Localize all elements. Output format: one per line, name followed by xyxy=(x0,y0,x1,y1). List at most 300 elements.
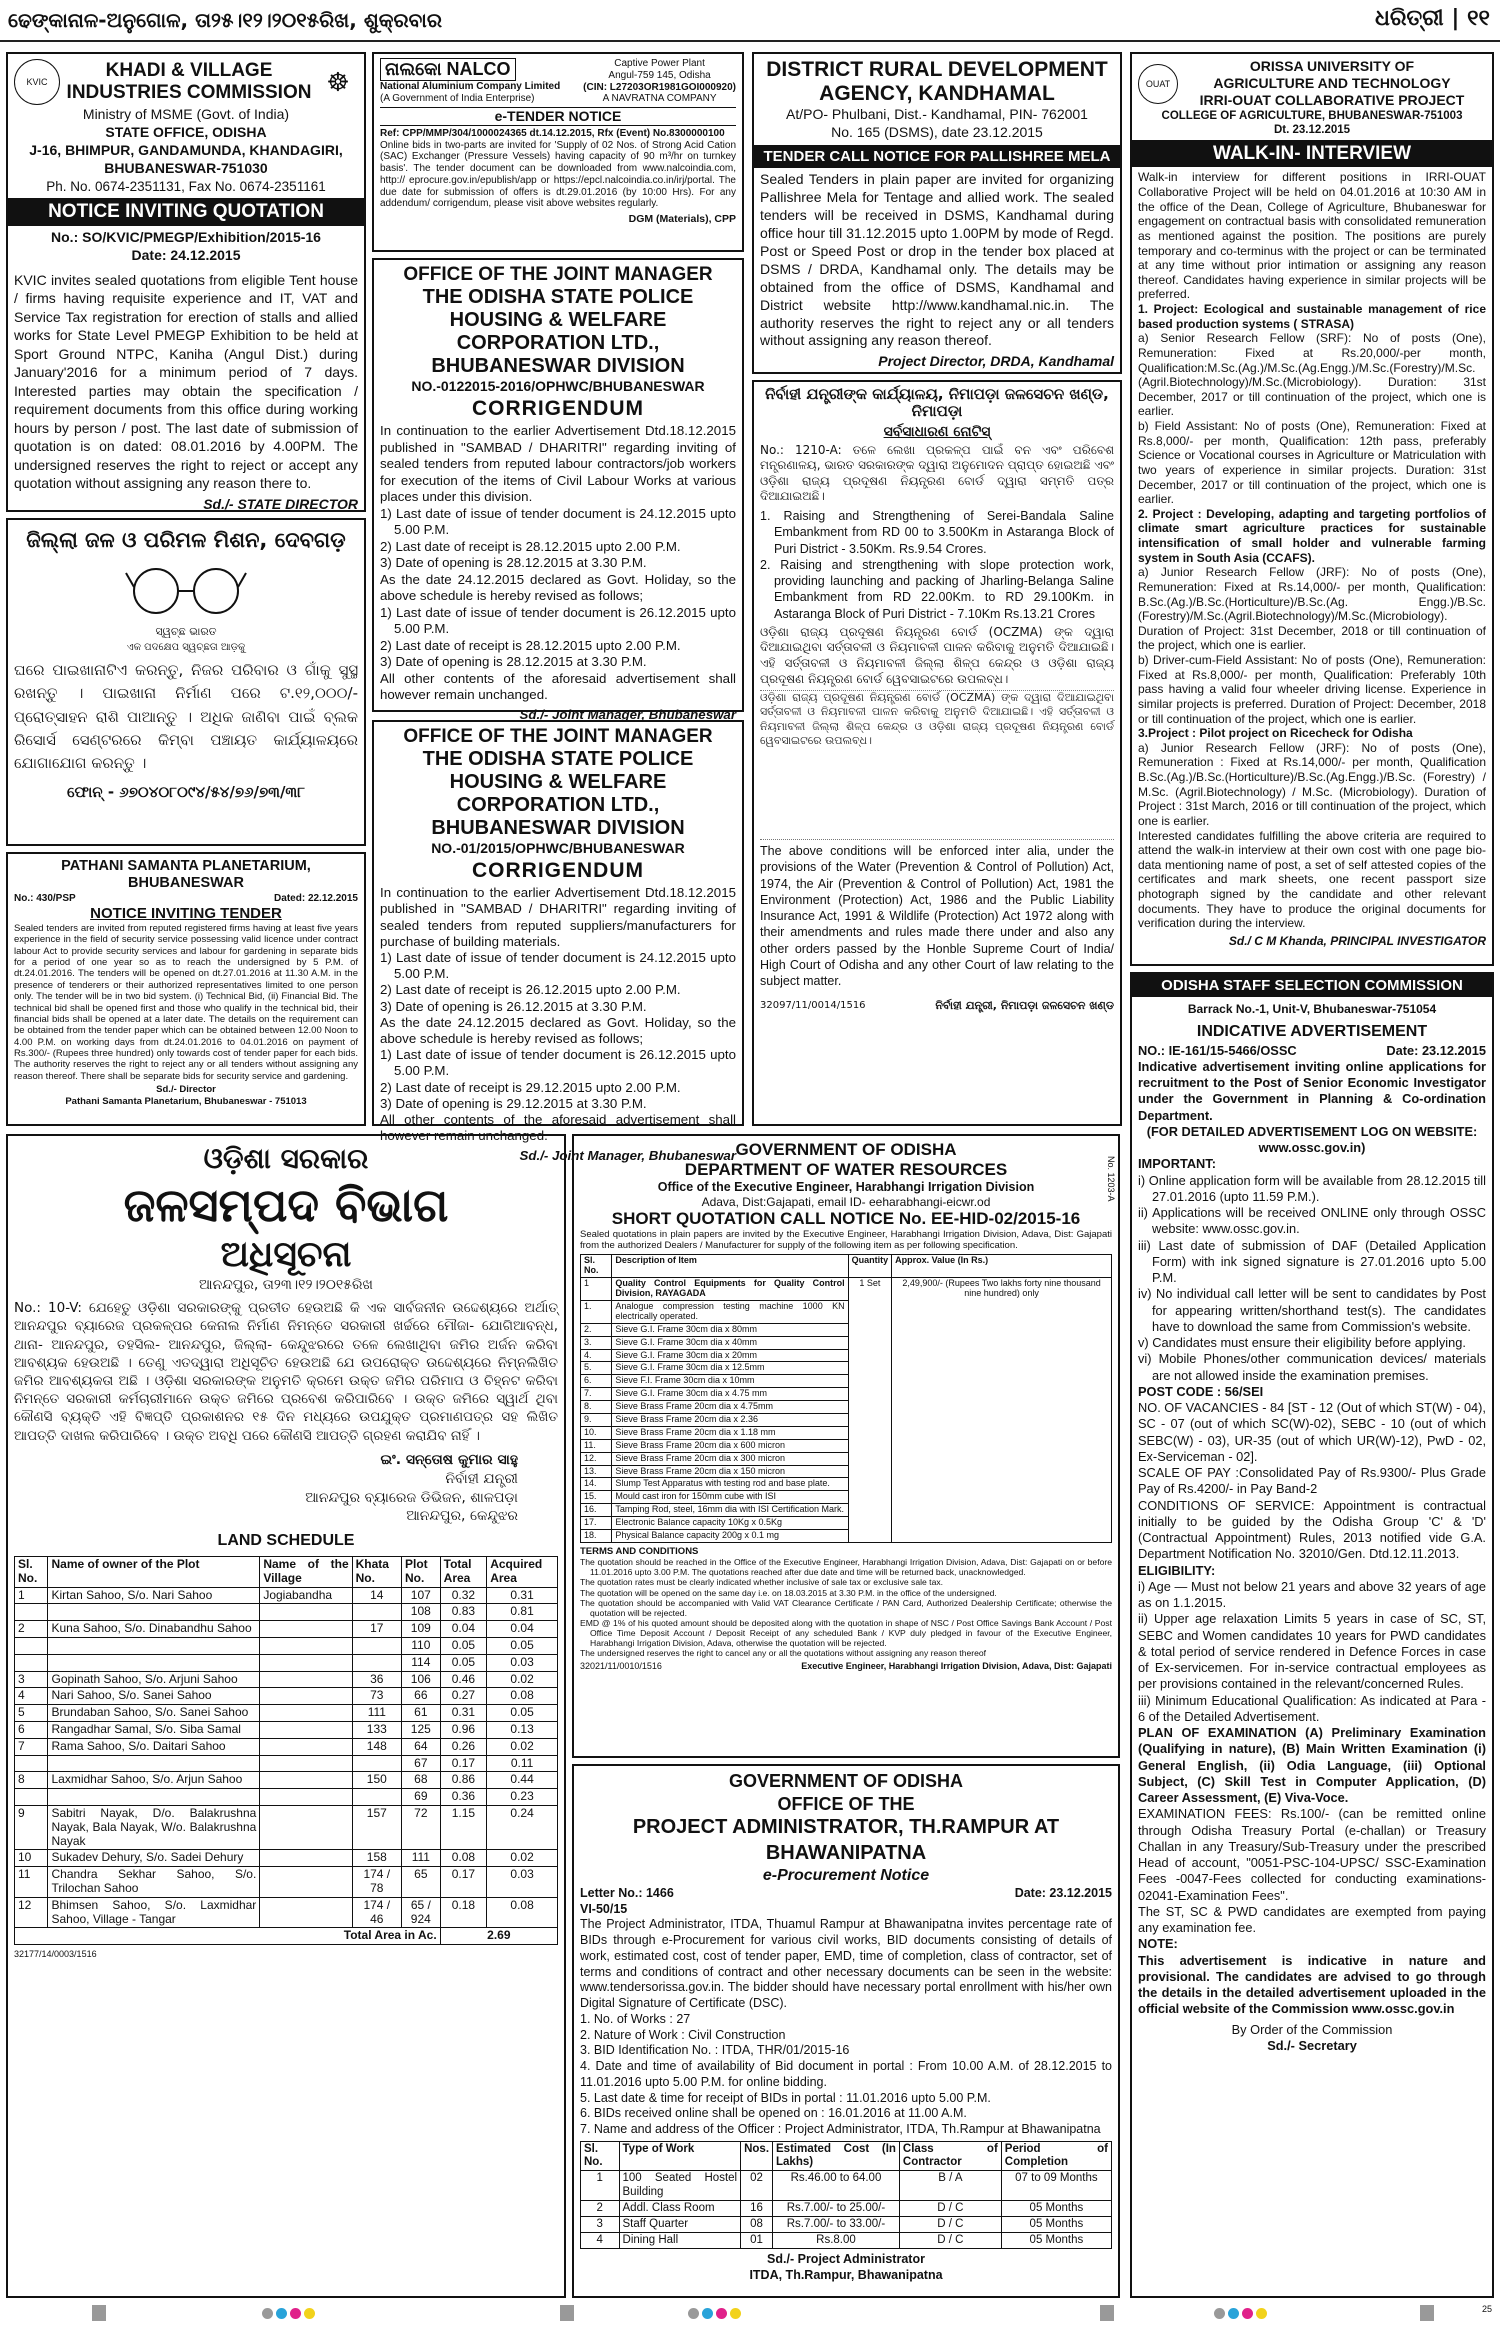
nalco-enterprise: (A Government of India Enterprise) xyxy=(380,93,535,105)
water-item-no: 2. xyxy=(581,1323,612,1336)
itda-list-item: 5. Last date & time for receipt of BIDs in portal : 11.01.2016 upto 5.00 P.M. xyxy=(580,2090,991,2105)
land-row xyxy=(15,1867,558,1898)
jalasampada-sig-name: ଇଂ. ସନ୍ତୋଷ କୁମାର ସାହୁ xyxy=(380,1451,518,1468)
water-item-no: 1. xyxy=(581,1301,612,1324)
land-cell xyxy=(260,1637,352,1654)
itda-cell: 01 xyxy=(741,2233,773,2249)
land-cell: 0.08 xyxy=(487,1688,558,1705)
water-item-no: 9. xyxy=(581,1414,612,1427)
itda-list-item: 7. Name and address of the Officer : Project Administrator, ITDA, Th.Rampur at Bhawanipatna xyxy=(580,2122,1101,2137)
water-col-header: Sl. No. xyxy=(581,1255,612,1278)
itda-list-item: 4. Date and time of availability of Bid document in portal : From 10.00 A.M. of 28.12.2015 to 11.01.2016 upto 5.00 P.M. for online bidding. xyxy=(580,2059,1112,2089)
water-item-desc: Mould cast iron for 150mm cube with ISI xyxy=(612,1491,848,1504)
water-col-header: Quantity xyxy=(848,1255,892,1278)
water-item-desc: Analogue compression testing machine 1000 KN electrically operated. xyxy=(612,1301,848,1324)
land-col-header: Acquired Area xyxy=(487,1556,558,1587)
ossc-plan: PLAN OF EXAMINATION (A) Preliminary Examination (Qualifying in nature), (B) Main Written Examination (i) General English, (ii) Odia Language, (iii) Optional Subject, (C) Skill Test in Computer Application, (D) Career Assessment, (E) Viva-Voce. xyxy=(1138,1725,1486,1806)
water-group-title: Quality Control Equipments for Quality Control Division, RAYAGADA xyxy=(612,1278,848,1301)
land-cell: 111 xyxy=(352,1705,401,1722)
jala-ad xyxy=(6,518,366,846)
itda-cell: 4 xyxy=(581,2233,620,2249)
itda-cell: Rs.7.00/- to 25.00/- xyxy=(773,2200,900,2216)
nalco-signature: DGM (Materials), CPP xyxy=(628,213,736,226)
land-cell xyxy=(260,1654,352,1671)
police1-corp-1: THE ODISHA STATE POLICE HOUSING & WELFARE xyxy=(422,285,694,331)
water-item-no: 8. xyxy=(581,1401,612,1414)
water-item-desc: Sieve G.I. Frame 30cm dia x 40mm xyxy=(612,1336,848,1349)
land-cell: 0.32 xyxy=(440,1587,487,1604)
registration-dot xyxy=(304,2308,315,2319)
police2-signature: Sd./- Joint Manager, Bhubaneswar xyxy=(519,1147,736,1163)
land-cell: Rangadhar Samal, S/o. Siba Samal xyxy=(48,1721,260,1738)
water-col-header: Approx. Value (In Rs.) xyxy=(892,1255,1112,1278)
ossc-relaxation: ii) Upper age relaxation Limits 5 years in case of SC, ST, SEBC and Women candidates 10 years for PWD candidates & total period of service rendered in Defence Forces in case of Ex-servicemen. For in-service contractual employees as per provisions contained in the relevant/concerned Rules. xyxy=(1138,1611,1486,1692)
land-cell: 0.27 xyxy=(440,1688,487,1705)
land-cell: 110 xyxy=(401,1637,440,1654)
ossc-important-item: ii) Applications will be received ONLINE only through OSSC website: www.ossc.gov.in. xyxy=(1138,1205,1486,1237)
jalasampada-govt: ଓଡ଼ିଶା ସରକାର xyxy=(203,1142,369,1175)
land-cell: 0.04 xyxy=(487,1621,558,1638)
land-cell: Sabitri Nayak, D/o. Balakrushna Nayak, Bala Nayak, W/o. Balakrushna Nayak xyxy=(48,1805,260,1849)
water-items-table xyxy=(580,1254,1112,1542)
land-cell: 0.02 xyxy=(487,1850,558,1867)
water-item-no: 18. xyxy=(581,1530,612,1543)
land-cell: Kirtan Sahoo, S/o. Nari Sahoo xyxy=(48,1587,260,1604)
planetarium-no: No.: 430/PSP xyxy=(14,892,76,904)
itda-col-header: Estimated Cost (In Lakhs) xyxy=(773,2141,900,2170)
itda-list-item: 1. No. of Works : 27 xyxy=(580,2011,691,2026)
land-cell: 0.02 xyxy=(487,1671,558,1688)
registration-bar xyxy=(1100,2305,1114,2321)
water-item-desc: Physical Balance capacity 200g x 0.1 mg xyxy=(612,1530,848,1543)
land-cell xyxy=(15,1637,48,1654)
itda-works-table xyxy=(580,2141,1112,2250)
land-cell: 106 xyxy=(401,1671,440,1688)
land-cell: 5 xyxy=(15,1705,48,1722)
police2-corp-2: CORPORATION LTD., BHUBANESWAR DIVISION xyxy=(431,793,685,839)
police2-item: 3) Date of opening is 26.12.2015 at 3.30 P.M. xyxy=(380,998,647,1014)
land-cell: 66 xyxy=(401,1688,440,1705)
nimapada-project: 1. Raising and Strengthening of Serei-Bandala Saline Embankment from RD 00 to 3.500Km in Astaranga Block of Puri District - 3.50Km. Rs.9.54 Crores. xyxy=(760,509,1114,556)
water-item-no: 3. xyxy=(581,1336,612,1349)
nalco-plant: Captive Power Plant xyxy=(614,58,705,69)
masthead-dateline: ଢେଙ୍କାନାଳ-ଅନୁଗୋଳ, ତା୨୫।୧୨।୨୦୧୫ରିଖ, ଶୁକ୍ରବାର xyxy=(8,8,443,32)
itda-cell: 2 xyxy=(581,2200,620,2216)
police1-revised-item: 2) Last date of receipt is 28.12.2015 upto 2.00 P.M. xyxy=(380,637,681,653)
water-resources-ad xyxy=(572,1134,1120,1758)
land-cell xyxy=(48,1789,260,1806)
kvic-title-1: KHADI & VILLAGE xyxy=(105,60,273,82)
police-corrigendum-2 xyxy=(372,720,744,1163)
swachh-bharat-glasses-icon xyxy=(126,563,246,617)
itda-cell: 3 xyxy=(581,2216,620,2232)
jalasampada-footer: 32177/14/0003/1516 xyxy=(14,1949,97,1960)
itda-col-header: Type of Work xyxy=(619,2141,741,2170)
land-cell: 133 xyxy=(352,1721,401,1738)
kvic-phone: Ph. No. 0674-2351131, Fax No. 0674-2351161 xyxy=(46,178,326,194)
planetarium-heading: NOTICE INVITING TENDER xyxy=(90,904,282,922)
land-row xyxy=(15,1604,558,1621)
police1-item: 3) Date of opening is 28.12.2015 at 3.30 P.M. xyxy=(380,555,647,571)
police1-revision: As the date 24.12.2015 declared as Govt. Holiday, so the above schedule is hereby revised as follows; xyxy=(380,571,736,604)
water-item-desc: Sieve F.I. Frame 30cm dia x 10mm xyxy=(612,1375,848,1388)
water-col-header: Description of Item xyxy=(612,1255,848,1278)
water-intro: Sealed quotations in plain papers are invited by the Executive Engineer, Harabhangi Irrigation Division, Adava, Dist: Gajapati from the authorized Dealers / Manufacturer for supply of the following item as per following specification. xyxy=(580,1229,1112,1252)
registration-dot xyxy=(1214,2308,1225,2319)
water-item-desc: Sieve G.I. Frame 30cm dia x 80mm xyxy=(612,1323,848,1336)
itda-cell: 05 Months xyxy=(1001,2216,1111,2232)
land-cell: 0.17 xyxy=(440,1867,487,1898)
land-cell: 108 xyxy=(401,1604,440,1621)
land-cell xyxy=(260,1671,352,1688)
jalasampada-sig-title: ନିର୍ବାହୀ ଯନ୍ତ୍ରୀ xyxy=(445,1470,518,1487)
drda-title-1: DISTRICT RURAL DEVELOPMENT xyxy=(766,58,1108,81)
itda-cell: D / C xyxy=(899,2233,1001,2249)
land-row xyxy=(15,1705,558,1722)
nimapada-footer: 32097/11/0014/1516 xyxy=(760,1000,866,1012)
ouat-project-3: 3.Project : Pilot project on Ricecheck for Odisha xyxy=(1138,726,1413,741)
water-item-desc: Slump Test Apparatus with testing rod and base plate. xyxy=(612,1478,848,1491)
land-cell: 7 xyxy=(15,1738,48,1755)
land-cell: 0.23 xyxy=(487,1789,558,1806)
kvic-bar: NOTICE INVITING QUOTATION xyxy=(8,198,364,226)
land-cell: 2 xyxy=(15,1621,48,1638)
nimapada-ad xyxy=(752,380,1122,1126)
land-cell: 1 xyxy=(15,1587,48,1604)
water-term: The quotation rates must be clearly indicated whether inclusive of sale tax or exclusive sale tax. xyxy=(580,1577,944,1588)
land-cell: 65 xyxy=(401,1867,440,1898)
itda-cell: B / A xyxy=(899,2171,1001,2200)
ossc-indicative: INDICATIVE ADVERTISEMENT xyxy=(1196,1023,1428,1041)
land-cell: 11 xyxy=(15,1867,48,1898)
ouat-title-2: AGRICULTURE AND TECHNOLOGY xyxy=(1213,75,1451,92)
registration-dot xyxy=(702,2308,713,2319)
land-cell xyxy=(260,1772,352,1789)
land-cell: 0.05 xyxy=(487,1637,558,1654)
registration-dot xyxy=(1228,2308,1239,2319)
land-cell: 114 xyxy=(401,1654,440,1671)
land-cell: 8 xyxy=(15,1772,48,1789)
ossc-note: NOTE: xyxy=(1138,1936,1178,1952)
land-cell xyxy=(260,1867,352,1898)
land-cell: 12 xyxy=(15,1897,48,1928)
land-cell: 0.11 xyxy=(487,1755,558,1772)
kvic-body: KVIC invites sealed quotations from eligible Tent house / firms having requisite experience and IT, VAT and Service Tax registration for erection of stalls and allied works for State Level PMEGP Exhibition to be held at Sport Ground NTPC, Kaniha (Angul Dist.) during January'2016 for a minimum period of 7 days. Interested parties may obtain the specification / requirement documents from this office during working hours by person / post. The last date of submission of quotation is on dated: 08.01.2016 by 4.00PM. The undersigned reserves the right to reject or accept any quotation without assigning any reason there to. xyxy=(14,272,358,492)
itda-cell: 07 to 09 Months xyxy=(1001,2171,1111,2200)
itda-cell: Rs.8.00 xyxy=(773,2233,900,2249)
police2-corrigendum: CORRIGENDUM xyxy=(472,858,644,882)
ouat-project-2: 2. Project : Developing, adapting and targeting portfolios of climate smart agriculture practices for sustainable intensification of small holder and vulnerable farming system in South Asia (CCAFS). xyxy=(1138,506,1486,565)
nalco-ref: Ref: CPP/MMP/304/1000024365 dt.14.12.2015, Rfx (Event) No.8300000100 xyxy=(380,127,725,139)
itda-vi: VI-50/15 xyxy=(580,1901,628,1916)
land-cell: 65 / 924 xyxy=(401,1897,440,1928)
land-cell xyxy=(260,1604,352,1621)
water-terms-title: TERMS AND CONDITIONS xyxy=(580,1545,699,1557)
police2-body: In continuation to the earlier Advertisement Dtd.18.12.2015 published in "SAMBAD / DHARITRI" regarding inviting of sealed tenders from reputed suppliers/manufacturers for purchase of building materials. xyxy=(380,885,736,949)
water-footer: 32021/11/0010/1516 xyxy=(580,1660,662,1671)
police2-revised-item: 3) Date of opening is 29.12.2015 at 3.30 P.M. xyxy=(380,1095,647,1111)
jala-phone: ଫୋନ୍ - ୬୭୦୪୦୮୦୯୪/୫୪/୭୬/୭୩/୩୮ xyxy=(66,783,306,802)
drda-signature: Project Director, DRDA, Kandhamal xyxy=(878,353,1114,370)
jalasampada-sig-place: ଆନନ୍ଦପୁର, କେନ୍ଦୁଝର xyxy=(406,1508,518,1525)
jala-body: ଘରେ ପାଇଖାନାଟିଏ କରନ୍ତୁ, ନିଜର ପରିବାର ଓ ଗାଁକୁ ସୁସ୍ଥ ରଖନ୍ତୁ । ପାଇଖାନା ନିର୍ମାଣ ପରେ ଟ.୧୨,୦୦୦/- ପ୍ରୋତ୍ସାହନ ରାଶି ପାଆନ୍ତୁ । ଅଧିକ ଜାଣିବା ପାଇଁ ବ୍ଲକ ରିସୋର୍ସ ସେଣ୍ଟରରେ କିମ୍ବା ପଞ୍ଚାୟତ କାର୍ଯ୍ୟାଳୟରେ ଯୋଗାଯୋଗ କରନ୍ତୁ । xyxy=(14,661,358,773)
itda-office: OFFICE OF THE xyxy=(777,1793,915,1814)
ossc-intro: Indicative advertisement inviting online applications for recruitment to the Post of Senior Economic Investigator under the Government in Planning & Co-ordination Department. xyxy=(1138,1058,1486,1123)
ossc-vacancies: NO. OF VACANCIES - 84 [ST - 12 (Out of which ST(W) - 04), SC - 07 (out of which SC(W)-02), SEBC - 10 (out of which SEBC(W) - 03), UR-35 (out of which UR(W)-12), PwD - 02, Ex-Serviceman - 02]. xyxy=(1138,1400,1486,1464)
water-item-no: 6. xyxy=(581,1375,612,1388)
police2-revised-item: 1) Last date of issue of tender document is 26.12.2015 upto 5.00 P.M. xyxy=(380,1047,736,1079)
land-cell: 0.05 xyxy=(440,1637,487,1654)
itda-sig-2: ITDA, Th.Rampur, Bhawanipatna xyxy=(749,2268,943,2283)
ouat-project-2a: a) Junior Research Fellow (JRF): No of posts (One), Remuneration: Fixed at Rs.14,000/- per month, Qualification: B.Sc.(Ag.)/B.Sc.(Horticulture)/B.Sc.(Ag. Engg.)/B.Sc.(Forestry)/M.Sc.(Agril.Biotechnology)/M.Sc.(Microbiology). Duration of Project: 31st December, 2018 or till continuation of the project, which one is earlier. xyxy=(1138,565,1486,653)
land-cell: Chandra Sekhar Sahoo, S/o. Trilochan Sahoo xyxy=(48,1867,260,1898)
water-item-desc: Sieve Brass Frame 20cm dia x 4.75mm xyxy=(612,1401,848,1414)
land-cell: 17 xyxy=(352,1621,401,1638)
itda-row xyxy=(581,2200,1112,2216)
itda-row xyxy=(581,2216,1112,2232)
land-cell: Bhimsen Sahoo, S/o. Laxmidhar Sahoo, Village - Tangar xyxy=(48,1897,260,1928)
water-term: EMD @ 1% of his quoted amount should be deposited along with the quotation in shape of NSC / Post Office Savings Bank Account / Post Office Time Deposit Account / Deposit Receipt of any scheduled Bank / KVP duly pledged in favour of the Executive Engineer, Harabhangi Irrigation Division, Adava, otherwise the quotation will be rejected. xyxy=(580,1617,1112,1649)
land-cell xyxy=(15,1789,48,1806)
kvic-address-2: BHUBANESWAR-751030 xyxy=(104,159,268,176)
land-cell: 0.31 xyxy=(440,1705,487,1722)
land-cell: Brundaban Sahoo, S/o. Sanei Sahoo xyxy=(48,1705,260,1722)
itda-col-header: Nos. xyxy=(741,2141,773,2170)
planetarium-sig-2: Pathani Samanta Planetarium, Bhubaneswar - 751013 xyxy=(65,1095,307,1107)
land-cell: 0.81 xyxy=(487,1604,558,1621)
water-group-row xyxy=(581,1278,1112,1301)
water-govt: GOVERNMENT OF ODISHA xyxy=(735,1140,957,1159)
jalasampada-body: No.: 10-V: ଯେହେତୁ ଓଡ଼ିଶା ସରକାରଙ୍କୁ ପ୍ରତୀତ ହେଉଅଛି କି ଏକ ସାର୍ବଜନୀନ ଉଦ୍ଦେଶ୍ୟରେ ଅର୍ଥାତ୍ ଆନନ୍ଦପୁର ବ୍ୟାରେଜ ପ୍ରକଳ୍ପର କେନାଲ ନିର୍ମାଣ ନିମନ୍ତେ ସରକାରୀ ଖର୍ଚ୍ଚରେ ମୌଜା- ଯୋଗିଆବନ୍ଧ, ଥାନା- ଆନନ୍ଦପୁର, ତହସିଲ- ଆନନ୍ଦପୁର, ଜିଲ୍ଲା- କେନ୍ଦୁଝରରେ ତଳେ ଲେଖାଥିବା ଜମିର ଅର୍ଜନ କରିବା ଆବଶ୍ୟକ ହେଉଅଛି । ତେଣୁ ଏତଦ୍ୱାରା ଅଧିସୂଚିତ ହେଉଅଛି ଯେ ଉପରୋକ୍ତ ଉଦ୍ଦେଶ୍ୟରେ ନିମ୍ନଲିଖିତ ଜମିର ଆବଶ୍ୟକତା ଅଛି । ଓଡ଼ିଶା ସରକାରଙ୍କ ଅନୁମତି କ୍ରମେ ଉକ୍ତ ଜମିର ପରିମାପ ଓ ଚିହ୍ନଟ କରିବା ନିମନ୍ତେ ସରକାରୀ କର୍ମଚାରୀମାନେ ଉକ୍ତ ଜମିରେ ପ୍ରବେଶ କରିପାରିବେ । ଉକ୍ତ ଜମିରେ ସ୍ୱାର୍ଥ ଥିବା କୌଣସି ବ୍ୟକ୍ତି ଏହି ବିଜ୍ଞପ୍ତି ପ୍ରକାଶନର ୧୫ ଦିନ ମଧ୍ୟରେ ଉପଯୁକ୍ତ ପ୍ରମାଣପତ୍ର ସହ ଲିଖିତ ଆପତ୍ତି ଦାଖଲ କରିପାରିବେ । ଉକ୍ତ ଅବଧି ପରେ କୌଣସି ଆପତ୍ତି ଗ୍ରହଣ କରାଯିବ ନାହିଁ । xyxy=(14,1300,558,1444)
itda-cell: 100 Seated Hostel Building xyxy=(619,2171,741,2200)
water-group-no: 1 xyxy=(581,1278,612,1301)
land-cell: 0.96 xyxy=(440,1721,487,1738)
registration-dot xyxy=(1256,2308,1267,2319)
ouat-date: Dt. 23.12.2015 xyxy=(1273,124,1351,137)
land-cell: 0.44 xyxy=(487,1772,558,1789)
ossc-important: IMPORTANT: xyxy=(1138,1156,1216,1172)
land-cell: 109 xyxy=(401,1621,440,1638)
land-cell xyxy=(260,1789,352,1806)
land-cell: 14 xyxy=(352,1587,401,1604)
land-cell: Kuna Sahoo, S/o. Dinabandhu Sahoo xyxy=(48,1621,260,1638)
jalasampada-ad xyxy=(6,1134,566,2298)
nimapada-para-2: ଓଡ଼ିଶା ରାଜ୍ୟ ପ୍ରଦୂଷଣ ନିୟନ୍ତ୍ରଣ ବୋର୍ଡ (OCZMA) ଙ୍କ ଦ୍ୱାରା ଦିଆଯାଇଥିବା ସର୍ତ୍ତାବଳୀ ଓ ନିୟମାବଳୀ ପାଳନ କରିବାକୁ ଅନୁମତି ଦିଆଯାଇଛି। ଏହି ସର୍ତ୍ତାବଳୀ ଓ ନିୟମାବଳୀ ଜିଲ୍ଲା ଶିଳ୍ପ କେନ୍ଦ୍ର ଓ ଓଡ଼ିଶା ରାଜ୍ୟ ପ୍ରଦୂଷଣ ନିୟନ୍ତ୍ରଣ ବୋର୍ଡ ୱେବସାଇଟରେ ଉପଲବ୍ଧ। xyxy=(760,624,1114,686)
ossc-address: Barrack No.-1, Unit-V, Bhubaneswar-751054 xyxy=(1132,1000,1492,1019)
nimapada-english: The above conditions will be enforced inter alia, under the provisions of the Water (Prevention & Control of Pollution) Act, 1974, the Air (Prevention & Control of Pollution) Act, 1981 the Environment (Protection) Act, 1986 and the Public Liability Insurance Act, 1991 & Wildlife (Protection) Act 1972 along with their amendments and rules made there under and also any other orders passed by the Honble Supreme Court of India/ High Court of Odisha and any other Court of law relating to the subject matter. xyxy=(760,844,1114,989)
land-row xyxy=(15,1621,558,1638)
registration-bar xyxy=(1420,2305,1434,2321)
planetarium-body: Sealed tenders are invited from reputed registered firms having at least five years experience in the field of security service possessing valid licence under contract labour Act to provide security services and labour for gardening in separate bids for a period of one year so as to reach the undersigned by 5 P.M. of dt.24.01.2016. The tenders will be opened on dt.27.01.2016 at 11.30 A.M. in the presence of tenderers or their authorized representatives limited to one person only. The tender will be in two bid system. (i) Technical Bid, (ii) Financial Bid. The technical bid shall be opened first and those who qualify in the technical bid, their financial bids shall be opened at a later date. The details on the requirement can be obtained from the tender paper which can be obtained between 12.00 Noon to 4.00 P.M. on working days from dt.24.01.2016 to 04.01.2016 on payment of Rs.300/- (Rupees three hundred) only towards cost of tender paper for each bids. The authority reserves the right to reject any or all tenders without assigning any reason thereof. There shall be separate bids for security service and gardening. xyxy=(14,922,358,1082)
ouat-project-1b: b) Field Assistant: No of posts (One), Remuneration: Fixed at Rs.8,000/- per month, Qualification: 12th pass, preferably Science or Vocational courses in Agriculture or Matriculation with two years of experience in similar projects. Duration: 31st December, 2017 or till continuation of the project, which one is earlier. xyxy=(1138,419,1486,507)
itda-letter: Letter No.: 1466 xyxy=(580,1885,674,1900)
registration-dot xyxy=(276,2308,287,2319)
drda-title-2: AGENCY, KANDHAMAL xyxy=(819,82,1055,106)
land-cell: 0.03 xyxy=(487,1867,558,1898)
land-cell: 148 xyxy=(352,1738,401,1755)
land-cell: 69 xyxy=(401,1789,440,1806)
land-cell xyxy=(260,1738,352,1755)
ouat-college: COLLEGE OF AGRICULTURE, BHUBANESWAR-751003 xyxy=(1161,110,1463,123)
water-signature: Executive Engineer, Harabhangi Irrigation Division, Adava, Dist: Gajapati xyxy=(801,1660,1112,1671)
ouat-ad xyxy=(1130,52,1494,966)
ouat-project-3a: a) Junior Research Fellow (JRF): No of posts (One), Remuneration : Fixed at Rs.14,000/- per month, Qualification B.Sc.(Ag.)/B.Sc.(Horticulture)/B.Sc.(Ag.Engg.)/B.Sc. (Forestry) / M.Sc. (Agril.Biotechnology) / M.Sc. (Microbiology). Duration of Project : 31st March, 2016 or till continuation of the project, which one is earlier. xyxy=(1138,740,1486,828)
land-cell: 67 xyxy=(401,1755,440,1772)
planetarium-date: Dated: 22.12.2015 xyxy=(274,892,358,904)
land-cell: 0.36 xyxy=(440,1789,487,1806)
itda-cell: 16 xyxy=(741,2200,773,2216)
jalasampada-sig-division: ଆନନ୍ଦପୁର ବ୍ୟାରେଜ ଡିଭିଜନ, ଶାଳପଡ଼ା xyxy=(305,1489,518,1506)
land-schedule-header xyxy=(15,1556,558,1587)
drda-bar: TENDER CALL NOTICE FOR PALLISHREE MELA xyxy=(754,145,1120,168)
ossc-education: iii) Minimum Educational Qualification: As indicated at Para - 6 of the Detailed Advertisement. xyxy=(1138,1692,1486,1724)
land-total-label: Total Area in Ac. xyxy=(15,1928,441,1945)
land-cell xyxy=(15,1755,48,1772)
ouat-bar: WALK-IN- INTERVIEW xyxy=(1132,140,1492,167)
land-cell xyxy=(15,1604,48,1621)
itda-list-item: 6. BIDs received online shall be opened on : 16.01.2016 at 11.00 A.M. xyxy=(580,2106,967,2121)
water-term: The quotation will be opened on the same day i.e. on 18.03.2015 at 3.30 P.M. in the office of the undersigned. xyxy=(580,1587,997,1598)
itda-cell: 08 xyxy=(741,2216,773,2232)
registration-dot xyxy=(290,2308,301,2319)
land-schedule-table xyxy=(14,1556,558,1945)
kvic-signature: Sd./- STATE DIRECTOR xyxy=(203,495,358,512)
water-item-no: 5. xyxy=(581,1362,612,1375)
ashoka-emblem-icon: ☸ xyxy=(326,67,350,97)
police1-signature: Sd./- Joint Manager, Bhubaneswar xyxy=(519,706,736,722)
police2-office: OFFICE OF THE JOINT MANAGER xyxy=(403,726,713,747)
police2-item: 2) Last date of receipt is 26.12.2015 upto 2.00 P.M. xyxy=(380,982,681,998)
ossc-important-item: v) Candidates must ensure their eligibility before applying. xyxy=(1138,1335,1466,1351)
land-cell: 72 xyxy=(401,1805,440,1849)
water-item-no: 7. xyxy=(581,1388,612,1401)
land-cell: 1.15 xyxy=(440,1805,487,1849)
land-cell: 0.08 xyxy=(440,1850,487,1867)
itda-row xyxy=(581,2233,1112,2249)
itda-cell: Rs.7.00/- to 33.00/- xyxy=(773,2216,900,2232)
ossc-fees: EXAMINATION FEES: Rs.100/- (can be remitted online through Odisha Treasury Portal (e-challan) or Treasury Challan in any Treasury/Sub-Treasury under the prescribed Head of account, "0051-PSC-104-UPSC/ SSC-Examination Fees -0047-Fees collected for conducting examinations-02041-Examination Fees". xyxy=(1138,1806,1486,1903)
police1-item: 1) Last date of issue of tender document is 24.12.2015 upto 5.00 P.M. xyxy=(380,505,736,538)
land-cell: 0.17 xyxy=(440,1755,487,1772)
itda-ad xyxy=(572,1764,1120,2298)
water-item-desc: Tamping Rod, steel, 16mm dia with ISI Certification Mark. xyxy=(612,1504,848,1517)
kvic-logo-icon: KVIC xyxy=(14,59,60,105)
ouat-project-1: 1. Project: Ecological and sustainable management of rice based production systems ( STRASA) xyxy=(1138,302,1486,331)
water-term: The quotation should be reached in the Office of the Executive Engineer, Harabhangi Irrigation Division, Adava, Dist: Gajapati on or before 11.01.2016 upto 3.00 P.M. The quotations reached after due date and time will be returned back, unacknowledged. xyxy=(580,1557,1112,1578)
nimapada-conditions: ଓଡ଼ିଶା ରାଜ୍ୟ ପ୍ରଦୂଷଣ ନିୟନ୍ତ୍ରଣ ବୋର୍ଡ (OCZMA) ଙ୍କ ଦ୍ୱାରା ଦିଆଯାଇଥିବା ସର୍ତ୍ତାବଳୀ ଓ ନିୟମାବଳୀ ପାଳନ କରିବାକୁ ଅନୁମତି ଦିଆଯାଇଛି। ଏହି ସର୍ତ୍ତାବଳୀ ଓ ନିୟମାବଳୀ ଜିଲ୍ଲା ଶିଳ୍ପ କେନ୍ଦ୍ର ଓ ଓଡ଼ିଶା ରାଜ୍ୟ ପ୍ରଦୂଷଣ ନିୟନ୍ତ୍ରଣ ବୋର୍ଡ ୱେବସାଇଟରେ ଉପଲବ୍ଧ। xyxy=(760,690,1114,840)
police2-end: All other contents of the aforesaid advertisement shall however remain unchanged. xyxy=(380,1112,736,1144)
ossc-important-item: vi) Mobile Phones/other communication devices/ materials are not allowed inside the examination premises. xyxy=(1138,1351,1486,1383)
police2-item: 1) Last date of issue of tender document is 24.12.2015 upto 5.00 P.M. xyxy=(380,949,736,982)
kvic-address-1: J-16, BHIMPUR, GANDAMUNDA, KHANDAGIRI, xyxy=(29,141,343,158)
nimapada-notice: ସର୍ବସାଧାରଣ ନୋଟିସ୍ xyxy=(883,423,991,440)
land-col-header: Sl. No. xyxy=(15,1556,48,1587)
planetarium-sig-1: Sd./- Director xyxy=(156,1084,216,1096)
water-item-desc: Sieve Brass Frame 20cm dia x 600 micron xyxy=(612,1439,848,1452)
drda-body: Sealed Tenders in plain paper are invited for organizing Pallishree Mela for Tentage and allied work. The sealed tenders will be received in DSMS, Kandhamal during office hour till 31.12.2015 upto 1.00PM by mode of Regd. Post or Speed Post or drop in the tender box placed at DSMS / DRDA, Kandhamal only. The details may be obtained from the office of DSMS, Kandhamal and District website http://www.kandhamal.nic.in. The authority reserves the right to reject any or all tenders without assigning any reason thereof. xyxy=(760,171,1114,349)
ossc-conditions: CONDITIONS OF SERVICE: Appointment is contractual initially to be guided by the Odisha Group 'C' & 'D' (Contractual Appointment) Rules, 2013 notified vide G.A. Department Notification No. 32010/Gen. Dtd.12.11.2013. xyxy=(1138,1497,1486,1562)
water-address: Adava, Dist:Gajapati, email ID- eeharabhangi-eicwr.od xyxy=(701,1194,991,1209)
land-cell: 6 xyxy=(15,1721,48,1738)
nalco-company: National Aluminium Company Limited xyxy=(380,81,561,93)
kvic-office: STATE OFFICE, ODISHA xyxy=(105,123,267,140)
land-cell xyxy=(48,1654,260,1671)
water-item-desc: Sieve Brass Frame 20cm dia x 150 micron xyxy=(612,1465,848,1478)
land-cell xyxy=(48,1637,260,1654)
land-cell: 107 xyxy=(401,1587,440,1604)
ossc-date: Date: 23.12.2015 xyxy=(1386,1042,1486,1058)
police2-revised-item: 2) Last date of receipt is 29.12.2015 upto 2.00 P.M. xyxy=(380,1079,681,1095)
water-item-no: 12. xyxy=(581,1452,612,1465)
drda-ad xyxy=(752,52,1122,374)
water-item-desc: Sieve Brass Frame 20cm dia x 300 micron xyxy=(612,1452,848,1465)
itda-title: PROJECT ADMINISTRATOR, TH.RAMPUR AT BHAWANIPATNA xyxy=(632,1816,1060,1864)
police2-corp-1: THE ODISHA STATE POLICE HOUSING & WELFARE xyxy=(422,747,694,793)
itda-cell: D / C xyxy=(899,2216,1001,2232)
planetarium-ad xyxy=(6,852,366,1126)
ossc-detailed: (FOR DETAILED ADVERTISEMENT LOG ON WEBSITE: www.ossc.gov.in) xyxy=(1146,1123,1478,1156)
ossc-signature: Sd./- Secretary xyxy=(1267,2037,1357,2053)
police1-revised-item: 1) Last date of issue of tender document is 26.12.2015 upto 5.00 P.M. xyxy=(380,604,736,637)
land-row xyxy=(15,1637,558,1654)
police1-body: In continuation to the earlier Advertisement Dtd.18.12.2015 published in "SAMBAD / DHARITRI" regarding inviting of sealed tenders from reputed labour contractors/job workers for execution of the items of Civil Labour Works at various places under this division. xyxy=(380,423,736,505)
land-cell: 0.31 xyxy=(487,1587,558,1604)
land-cell xyxy=(260,1805,352,1849)
land-cell: 73 xyxy=(352,1688,401,1705)
itda-sig-1: Sd./- Project Administrator xyxy=(767,2252,925,2267)
police2-no: NO.-01/2015/OPHWC/BHUBANESWAR xyxy=(431,839,685,856)
land-row xyxy=(15,1897,558,1928)
ossc-important-item: iii) Last date of submission of DAF (Detailed Application Form) with ink signed signature is 27.01.2016 upto 5.00 P.M. xyxy=(1138,1237,1486,1286)
land-cell: Nari Sahoo, S/o. Sanei Sahoo xyxy=(48,1688,260,1705)
land-total-value: 2.69 xyxy=(440,1928,557,1945)
land-cell: 158 xyxy=(352,1850,401,1867)
police-corrigendum-1 xyxy=(372,258,744,722)
water-item-desc: Sieve Brass Frame 20cm dia x 1.18 mm xyxy=(612,1426,848,1439)
land-cell xyxy=(352,1789,401,1806)
ossc-exempt: The ST, SC & PWD candidates are exempted from paying any examination fee. xyxy=(1138,1903,1486,1936)
water-item-desc: Sieve G.I. Frame 30cm dia x 20mm xyxy=(612,1349,848,1362)
ouat-project-1a: a) Senior Research Fellow (SRF): No of posts (One), Remuneration: Fixed at Rs.20,000/-per month, Qualification:M.Sc.(Ag.)/M.Sc.(Ag.Engg.)/M.Sc.(Forestry)/M.Sc.(Agril.Biotechnology)/M.Sc.(Microbiology). Duration: 31st December, 2017 or till continuation of the project, which one is earlier. xyxy=(1138,331,1486,419)
land-cell: Rama Sahoo, S/o. Daitari Sahoo xyxy=(48,1738,260,1755)
jalasampada-dept: ଜଳସମ୍ପଦ ବିଭାଗ xyxy=(123,1177,449,1232)
land-cell: 0.26 xyxy=(440,1738,487,1755)
planetarium-title: PATHANI SAMANTA PLANETARIUM, BHUBANESWAR xyxy=(61,858,311,892)
land-cell: 36 xyxy=(352,1671,401,1688)
land-col-header: Khata No. xyxy=(352,1556,401,1587)
water-item-desc: Sieve G.I. Frame 30cm dia x 12.5mm xyxy=(612,1362,848,1375)
land-cell: 0.04 xyxy=(440,1621,487,1638)
land-row xyxy=(15,1654,558,1671)
land-cell xyxy=(260,1688,352,1705)
water-item-no: 16. xyxy=(581,1504,612,1517)
nalco-body: Online bids in two-parts are invited for 'Supply of 02 Nos. of Strong Acid Cation (SAC) Exchanger (Pressure Vessels) having capacity of 90 m³/hr on turnkey basis'. The tender document can be downloaded from www.nalcoindia.com, http:// eprocure.gov.in/epublish/app or https://epcl.nalcoindia.co.in/irj/portal. The due date for submission of offers is dt.29.01.2016 (by 10:00 Hrs). For any addendum/ corrigendum, please visit above websites regularly. xyxy=(380,139,736,210)
registration-bar xyxy=(560,2305,574,2321)
land-cell xyxy=(352,1654,401,1671)
registration-dot xyxy=(262,2308,273,2319)
water-item-desc: Sieve G.I. Frame 30cm dia x 4.75 mm xyxy=(612,1388,848,1401)
itda-cell: Rs.46.00 to 64.00 xyxy=(773,2171,900,2200)
water-term: The quotation should be accompanied with Valid VAT Clearance Certificate / PAN Card, Authorized Dealership Certificate; otherwise the quotation will be rejected. xyxy=(580,1597,1112,1618)
ossc-eligibility: ELIGIBILITY: xyxy=(1138,1562,1216,1578)
land-row xyxy=(15,1721,558,1738)
itda-cell: D / C xyxy=(899,2200,1001,2216)
police1-corp-2: CORPORATION LTD., BHUBANESWAR DIVISION xyxy=(431,331,685,377)
land-cell: 10 xyxy=(15,1850,48,1867)
itda-row xyxy=(581,2171,1112,2200)
land-cell: 0.18 xyxy=(440,1897,487,1928)
land-cell: 0.83 xyxy=(440,1604,487,1621)
